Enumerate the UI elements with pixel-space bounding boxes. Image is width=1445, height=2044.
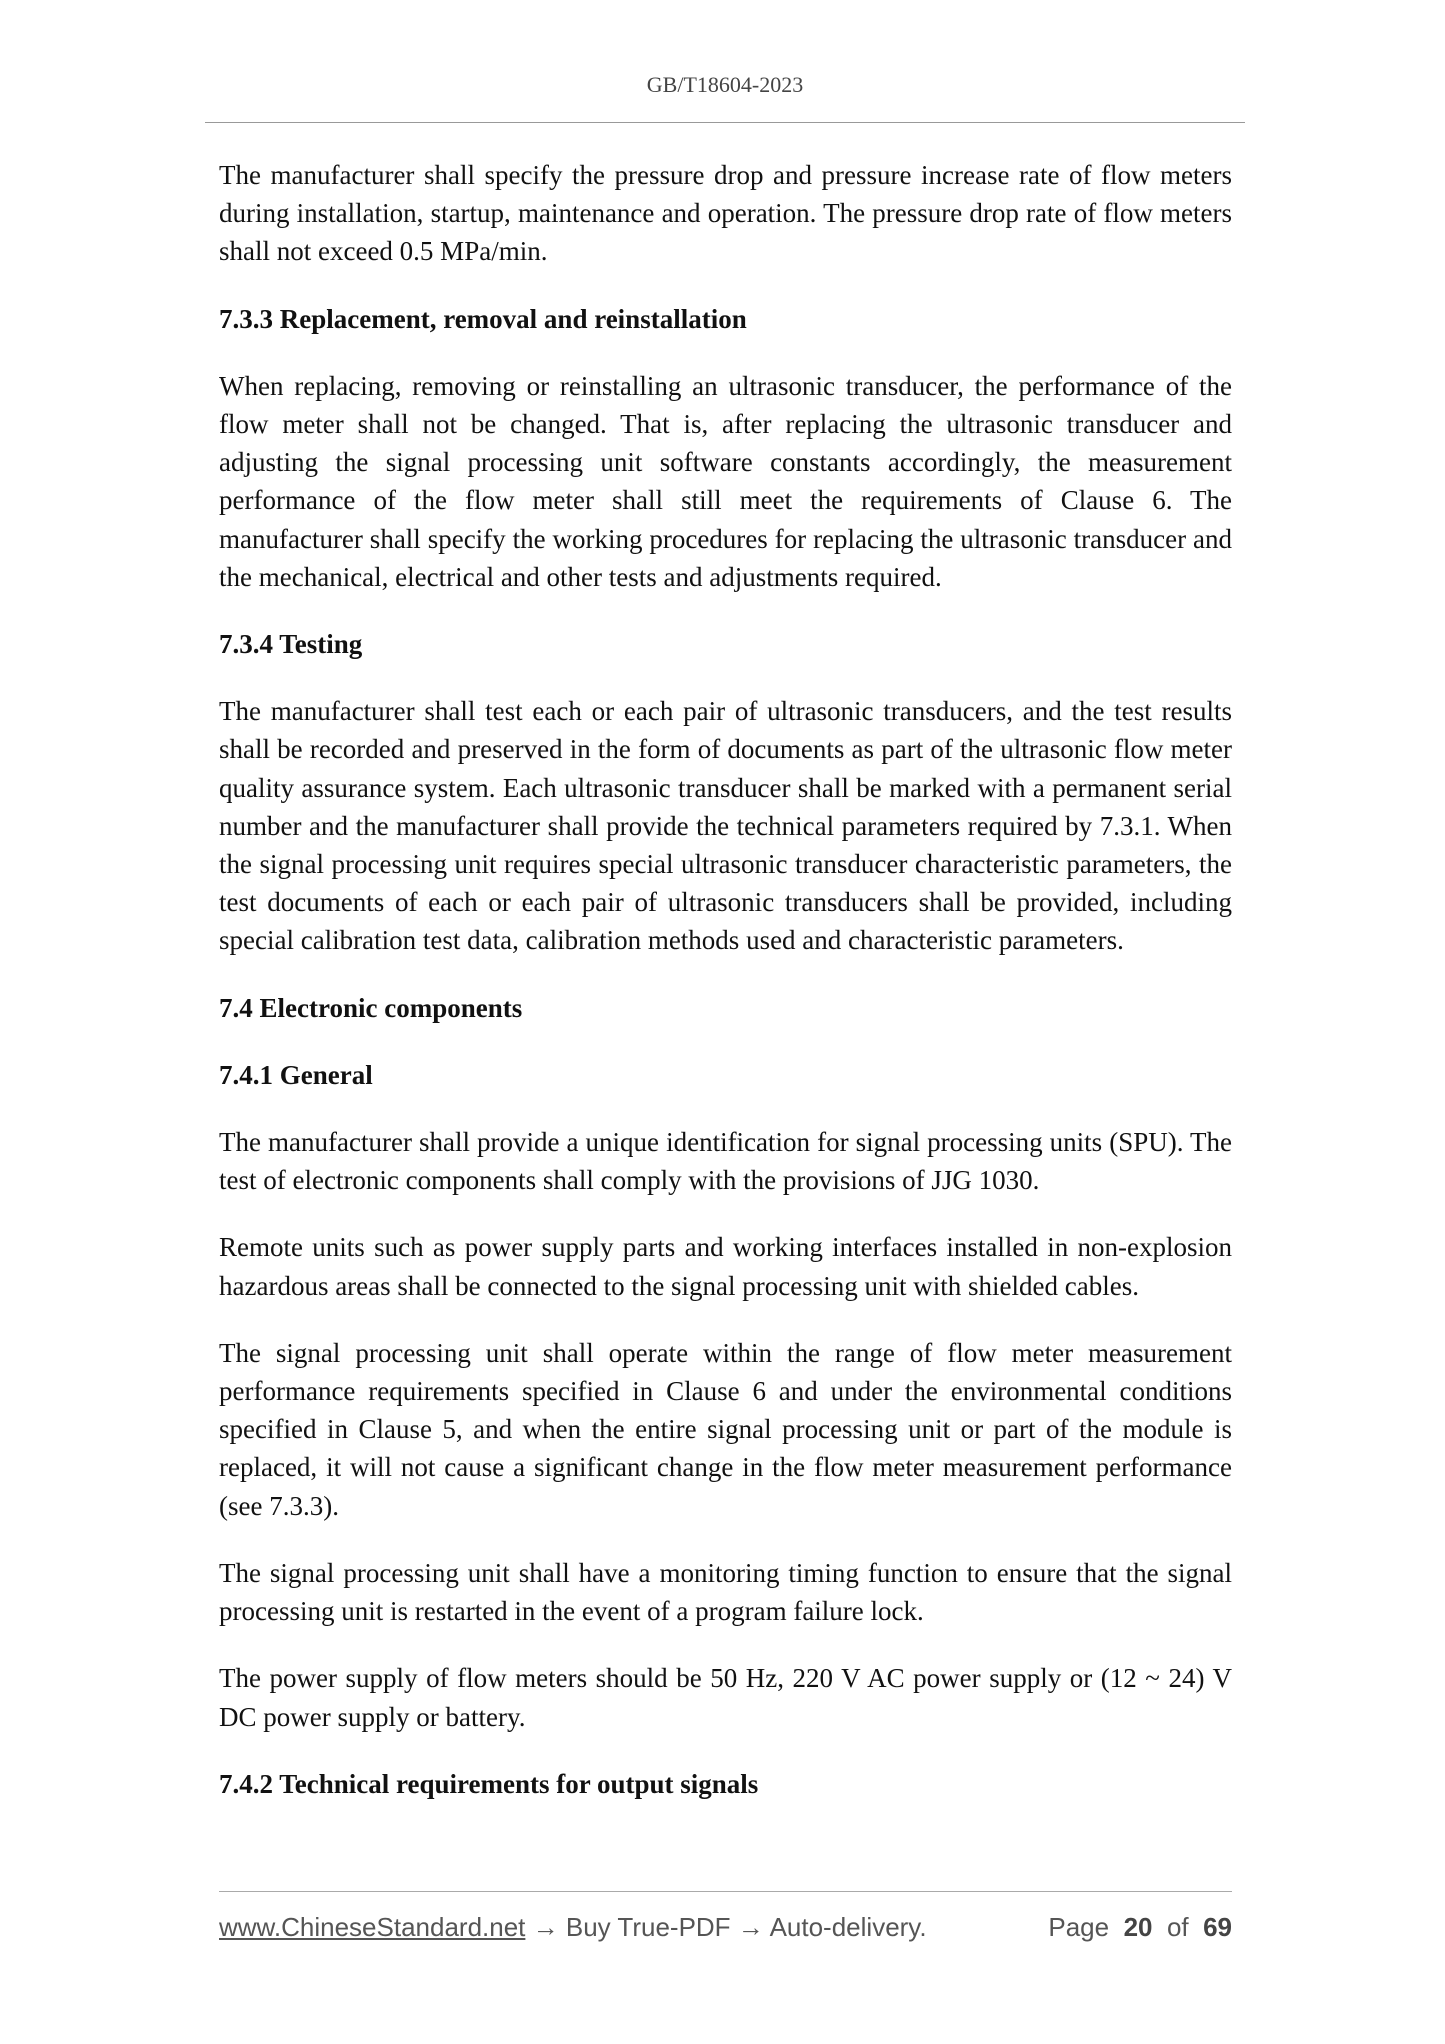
paragraph-power-supply: The power supply of flow meters should be 50 Hz, 220 V AC power supply or (12 ~ 24) V DC power supply or battery. — [219, 1663, 1232, 1732]
paragraph-remote-units: Remote units such as power supply parts and working interfaces installed in non-explosion hazardous areas shall be connected to the signal processing unit with shielded cables. — [219, 1232, 1232, 1301]
paragraph-replacement: When replacing, removing or reinstalling an ultrasonic transducer, the performance of the flow meter shall not be changed. That is, after replacing the ultrasonic transducer and adjusting the signal processing unit software constants accordingly, the measurement performance of the flow meter shall still meet the requirements of Clause 6. The manufacturer shall specify the working procedures for replacing the ultrasonic transducer and the mechanical, electrical and other tests and adjustments required. — [219, 370, 1232, 592]
heading-7-4-1: 7.4.1 General — [219, 1059, 373, 1090]
chinese-standard-link[interactable]: www.ChineseStandard.net — [219, 1912, 526, 1942]
current-page-number: 20 — [1123, 1912, 1153, 1942]
page-label: Page — [1048, 1912, 1110, 1942]
total-pages-number: 69 — [1203, 1912, 1232, 1942]
promo-text: → Buy True-PDF → Auto-delivery. — [525, 1912, 927, 1942]
heading-7-4: 7.4 Electronic components — [219, 992, 523, 1023]
paragraph-pressure-rate: The manufacturer shall specify the pressure drop and pressure increase rate of flow meters during installation, startup, maintenance and operation. The pressure drop rate of flow meters shall not exceed 0.5 MPa/min. — [219, 160, 1232, 267]
paragraph-testing: The manufacturer shall test each or each pair of ultrasonic transducers, and the test results shall be recorded and preserved in the form of documents as part of the ultrasonic flow meter quality assurance system. Each ultrasonic transducer shall be marked with a permanent serial number and the manufacturer shall provide the technical parameters required by 7.3.1. When the signal processing unit requires special ultrasonic transducer characteristic parameters, the test documents of each or each pair of ultrasonic transducers shall be provided, including special calibration test data, calibration methods used and characteristic parameters. — [219, 696, 1232, 956]
heading-7-3-3: 7.3.3 Replacement, removal and reinstallation — [219, 303, 747, 334]
paragraph-spu-identification: The manufacturer shall provide a unique identification for signal processing units (SPU). The test of electronic components shall comply with the provisions of JJG 1030. — [219, 1127, 1232, 1196]
standard-header: GB/T18604-2023 — [646, 72, 804, 97]
page-indicator — [1048, 1912, 1232, 1943]
footer-divider — [219, 1891, 1232, 1892]
paragraph-monitoring-timing: The signal processing unit shall have a monitoring timing function to ensure that the signal processing unit is restarted in the event of a program failure lock. — [219, 1557, 1232, 1627]
of-label: of — [1166, 1912, 1189, 1942]
paragraph-spu-operation: The signal processing unit shall operate within the range of flow meter measurement performance requirements specified in Clause 6 and under the environmental conditions specified in Clause 5, and when the entire signal processing unit or part of the module is replaced, it will not cause a significant change in the flow meter measurement performance (see 7.3.3). — [219, 1337, 1232, 1521]
page-footer — [219, 1912, 1232, 1952]
heading-7-4-2: 7.4.2 Technical requirements for output signals — [219, 1768, 759, 1799]
document-body — [219, 156, 1232, 1832]
heading-7-3-4: 7.3.4 Testing — [219, 629, 363, 660]
footer-left — [219, 1912, 927, 1943]
header-divider — [205, 122, 1245, 123]
